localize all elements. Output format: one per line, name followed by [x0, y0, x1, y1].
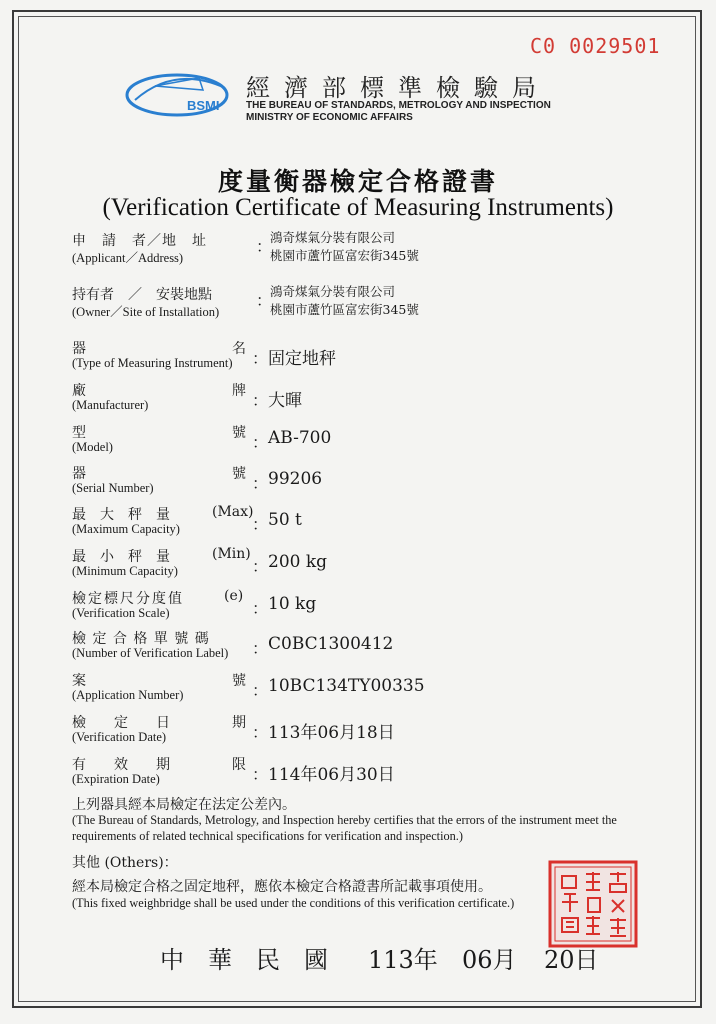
certification-statement-en: (The Bureau of Standards, Metrology, and Inspection hereby certifies that the errors of the instrument meet the requirements of related technical specifications for verification and inspection.)	[72, 813, 617, 843]
issue-date-era: 中 華 民 國	[160, 946, 328, 974]
others-note-en: (This fixed weighbridge shall be used under the conditions of this verification certificate.)	[72, 896, 515, 910]
issue-date-year: 113年	[368, 946, 438, 974]
others-note-cn: 經本局檢定合格之固定地秤，應依本檢定合格證書所記載事項使用。	[72, 879, 492, 895]
field-value-serial-number: 99206	[268, 469, 323, 489]
field-value-model: AB-700	[268, 428, 332, 448]
field-label-cn-right: 限	[232, 757, 246, 773]
field-label-cn-right: 號	[232, 673, 246, 689]
colon: ：	[252, 557, 269, 576]
field-label-cn-right: (Max)	[212, 504, 254, 520]
field-label-cn: 案	[72, 673, 86, 689]
bsmi-logo-text: BSMI	[187, 98, 220, 113]
certificate-title-english: (Verification Certificate of Measuring Instruments)	[102, 194, 614, 221]
colon: ：	[252, 349, 269, 368]
field-label-cn-right: 名	[232, 341, 246, 357]
field-label-cn-right: 期	[232, 715, 246, 731]
applicant-label-en: (Applicant／Address)	[72, 251, 184, 265]
official-seal-stamp	[548, 860, 638, 948]
field-label-cn: 最 小 秤 量	[72, 549, 170, 565]
field-label-en: (Minimum Capacity)	[72, 564, 178, 578]
field-label-cn-right: 號	[232, 466, 246, 482]
org-name-english: THE BUREAU OF STANDARDS, METROLOGY AND INSPECTION	[246, 100, 551, 111]
applicant-name: 鴻奇煤氣分裝有限公司	[270, 230, 396, 245]
colon: ：	[252, 765, 269, 784]
colon: ：	[252, 474, 269, 493]
certificate-title-chinese: 度量衡器檢定合格證書	[217, 167, 498, 196]
owner-name: 鴻奇煤氣分裝有限公司	[270, 284, 396, 299]
field-label-en: (Model)	[72, 440, 113, 454]
field-label-cn: 檢 定 合 格 單 號 碼	[72, 631, 210, 647]
field-label-cn: 廠	[72, 383, 86, 399]
colon: ：	[252, 433, 269, 452]
field-label-en: (Manufacturer)	[72, 398, 149, 412]
field-label-cn-right: (e)	[224, 588, 244, 604]
applicant-address: 桃園市蘆竹區富宏街345號	[270, 248, 419, 263]
field-label-en: (Verification Date)	[72, 730, 167, 744]
issue-date-day: 20日	[544, 946, 599, 974]
colon: ：	[256, 291, 273, 310]
field-value-verification-label-number: C0BC1300412	[268, 634, 394, 654]
field-value-min-capacity: 200 kg	[268, 552, 328, 572]
field-label-en: (Type of Measuring Instrument)	[72, 356, 233, 370]
field-label-cn: 最 大 秤 量	[72, 507, 170, 523]
colon: ：	[252, 599, 269, 618]
certification-statement-cn: 上列器具經本局檢定在法定公差內。	[72, 797, 296, 813]
field-label-cn-right: (Min)	[212, 546, 251, 562]
field-label-cn: 有 效 期	[72, 757, 170, 773]
field-label-en: (Maximum Capacity)	[72, 522, 180, 536]
colon: ：	[252, 681, 269, 700]
colon: ：	[252, 639, 269, 658]
field-value-verification-date: 113年06月18日	[268, 723, 395, 743]
field-value-verification-scale: 10 kg	[268, 594, 317, 614]
field-label-en: (Application Number)	[72, 688, 184, 702]
colon: ：	[252, 515, 269, 534]
colon: ：	[252, 391, 269, 410]
colon: ：	[256, 237, 273, 256]
issue-date-month: 06月	[462, 946, 517, 974]
field-label-cn: 檢 定 日	[72, 715, 170, 731]
field-value-max-capacity: 50 t	[268, 510, 302, 530]
certificate-serial-number: C0 0029501	[530, 34, 661, 58]
field-label-cn-right: 牌	[232, 383, 246, 399]
field-label-cn: 型	[72, 425, 86, 441]
owner-label-en: (Owner／Site of Installation)	[72, 305, 220, 319]
field-value-manufacturer: 大暉	[268, 391, 302, 411]
owner-label-cn: 持有者 ／ 安裝地點	[72, 287, 212, 303]
field-label-en: (Expiration Date)	[72, 772, 160, 786]
field-label-en: (Serial Number)	[72, 481, 154, 495]
bsmi-logo	[125, 70, 245, 120]
field-label-en: (Number of Verification Label)	[72, 646, 229, 660]
field-label-cn: 器	[72, 341, 86, 357]
applicant-label-cn: 申 請 者／地 址	[72, 233, 207, 249]
owner-address: 桃園市蘆竹區富宏街345號	[270, 302, 419, 317]
field-label-cn: 器	[72, 466, 86, 482]
org-ministry-english: MINISTRY OF ECONOMIC AFFAIRS	[246, 112, 413, 123]
field-value-instrument-type: 固定地秤	[268, 349, 336, 369]
field-value-application-number: 10BC134TY00335	[268, 676, 425, 696]
field-value-expiration-date: 114年06月30日	[268, 765, 395, 785]
field-label-en: (Verification Scale)	[72, 606, 170, 620]
org-name-chinese: 經濟部標準檢驗局	[246, 74, 550, 102]
field-label-cn-right: 號	[232, 425, 246, 441]
field-label-cn: 檢定標尺分度值	[72, 591, 184, 607]
colon: ：	[252, 723, 269, 742]
others-label: 其他 (Others)：	[72, 855, 178, 871]
